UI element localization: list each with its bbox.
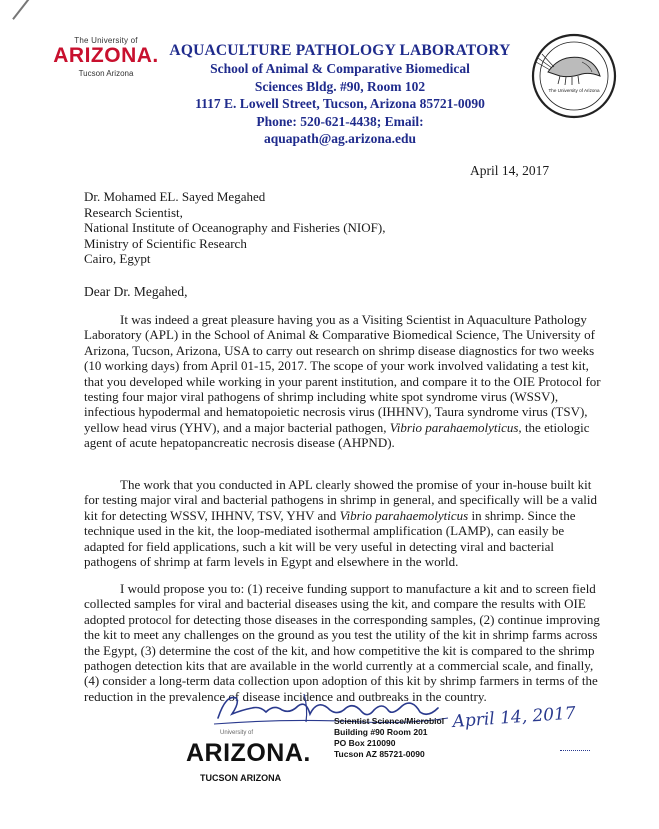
scan-artifact-line (12, 0, 30, 20)
handwritten-date: April 14, 2017 (452, 703, 577, 732)
paragraph-1-text-end: the etiologic agent of acute hepatopancreatic necrosis disease (AHPND). (84, 419, 590, 451)
university-logo (50, 36, 162, 78)
stamp-university-name: ARIZONA. (186, 739, 311, 767)
letterhead-line: Phone: 520-621-4438; Email: (256, 113, 424, 129)
stamp-address-line: Scientist Science/Microbiol (334, 716, 445, 726)
paragraph-1-species: Vibrio parahaemolyticus, (389, 419, 522, 435)
recipient-line: Dr. Mohamed EL. Sayed Megahed (84, 189, 266, 204)
paragraph-2-text-end: in shrimp. Since the technique used in the kit, the loop-mediated isothermal amplification (LAMP), can easily be adapted for field applications, such a kit will be very useful in detecting viral and bacterial pathogens of shrimp at farm levels in Egypt and elsewhere in the world. (84, 507, 576, 570)
stamp-address-line: Building #90 Room 201 (334, 727, 428, 737)
recipient-line: Research Scientist, (84, 204, 183, 220)
shrimp-seal-icon (530, 32, 618, 120)
stamp-address (334, 716, 444, 760)
paragraph-1 (84, 312, 604, 451)
university-logo-name: ARIZONA. (53, 44, 159, 67)
letterhead-line: Sciences Bldg. #90, Room 102 (254, 78, 426, 94)
letterhead-line: 1117 E. Lowell Street, Tucson, Arizona 85721-0090 (195, 96, 485, 111)
handwritten-date-underline (560, 750, 590, 752)
letterhead-title: AQUACULTURE PATHOLOGY LABORATORY (169, 42, 511, 59)
paragraph-2-species: Vibrio parahaemolyticus (339, 507, 469, 523)
salutation: Dear Dr. Megahed, (84, 284, 188, 299)
paragraph-3: I would propose you to: (1) receive funding support to manufacture a kit and to screen field collected samples for viral and bacterial diseases using the kit, and compare the results with OIE adopted protocol for detecting those diseases in the corresponding samples, (2) continue improving the kit to meet any challenges on the ground as you test the utility of the kit in shrimp farms across the Egypt, (3) determine the cost of the kit, and how competitive the kit is compared to the shrimp pathogen detection kits that are available in the world currently at a commercial scale, and finally, (4) consider a long-term data collection upon adoption of this kit by shrimp farmers in terms of the reduction in the prevalence of disease incidence and outbreaks in the country. (84, 581, 600, 704)
stamp-city: TUCSON ARIZONA (200, 773, 282, 783)
letterhead-line: School of Animal & Comparative Biomedical (210, 61, 470, 76)
university-logo-city: Tucson Arizona (78, 69, 134, 78)
stamp-address-line: PO Box 210090 (334, 738, 396, 748)
paragraph-1-text: It was indeed a great pleasure having you as a Visiting Scientist in Aquaculture Pathology Laboratory (APL) in the School of Animal & Comparative Biomedical Science, The University of Arizona, Tucson, Arizona, USA to carry out research on shrimp disease diagnostics for two weeks (10 working days) from April 01-15, 2017. The scope of your work involved validating a test kit, that you developed while working in your parent institution, and compare it to the OIE Protocol for testing four major viral pathogens of shrimp including white spot syndrome virus (WSSV), infectious hypodermal and hematopoietic necrosis virus (IHHNV), Taura syndrome virus (TSV), yellow head virus (YHV), and a major bacterial pathogen, (84, 312, 601, 435)
seal-text: The University of Arizona (548, 88, 600, 93)
university-logo-line1: The University of (74, 36, 138, 45)
stamp-address-line: Tucson AZ 85721-0090 (334, 749, 425, 759)
recipient-line: National Institute of Oceanography and Fisheries (NIOF), (84, 220, 386, 235)
letter-date: April 14, 2017 (470, 163, 550, 178)
recipient-line: Cairo, Egypt (84, 251, 151, 266)
letterhead-line: aquapath@ag.arizona.edu (263, 131, 417, 146)
letterhead (150, 42, 530, 148)
stamp-above-text: University of (220, 730, 254, 736)
paragraph-2-text: The work that you conducted in APL clearly showed the promise of your in-house built kit for testing major viral and bacterial pathogens in shrimp in general, and specifically will be a valid kit for detecting WSSV, IHHNV, TSV, YHV and (84, 477, 597, 523)
recipient-block (84, 189, 385, 267)
recipient-line: Ministry of Scientific Research (84, 235, 247, 251)
paragraph-2 (84, 477, 604, 569)
